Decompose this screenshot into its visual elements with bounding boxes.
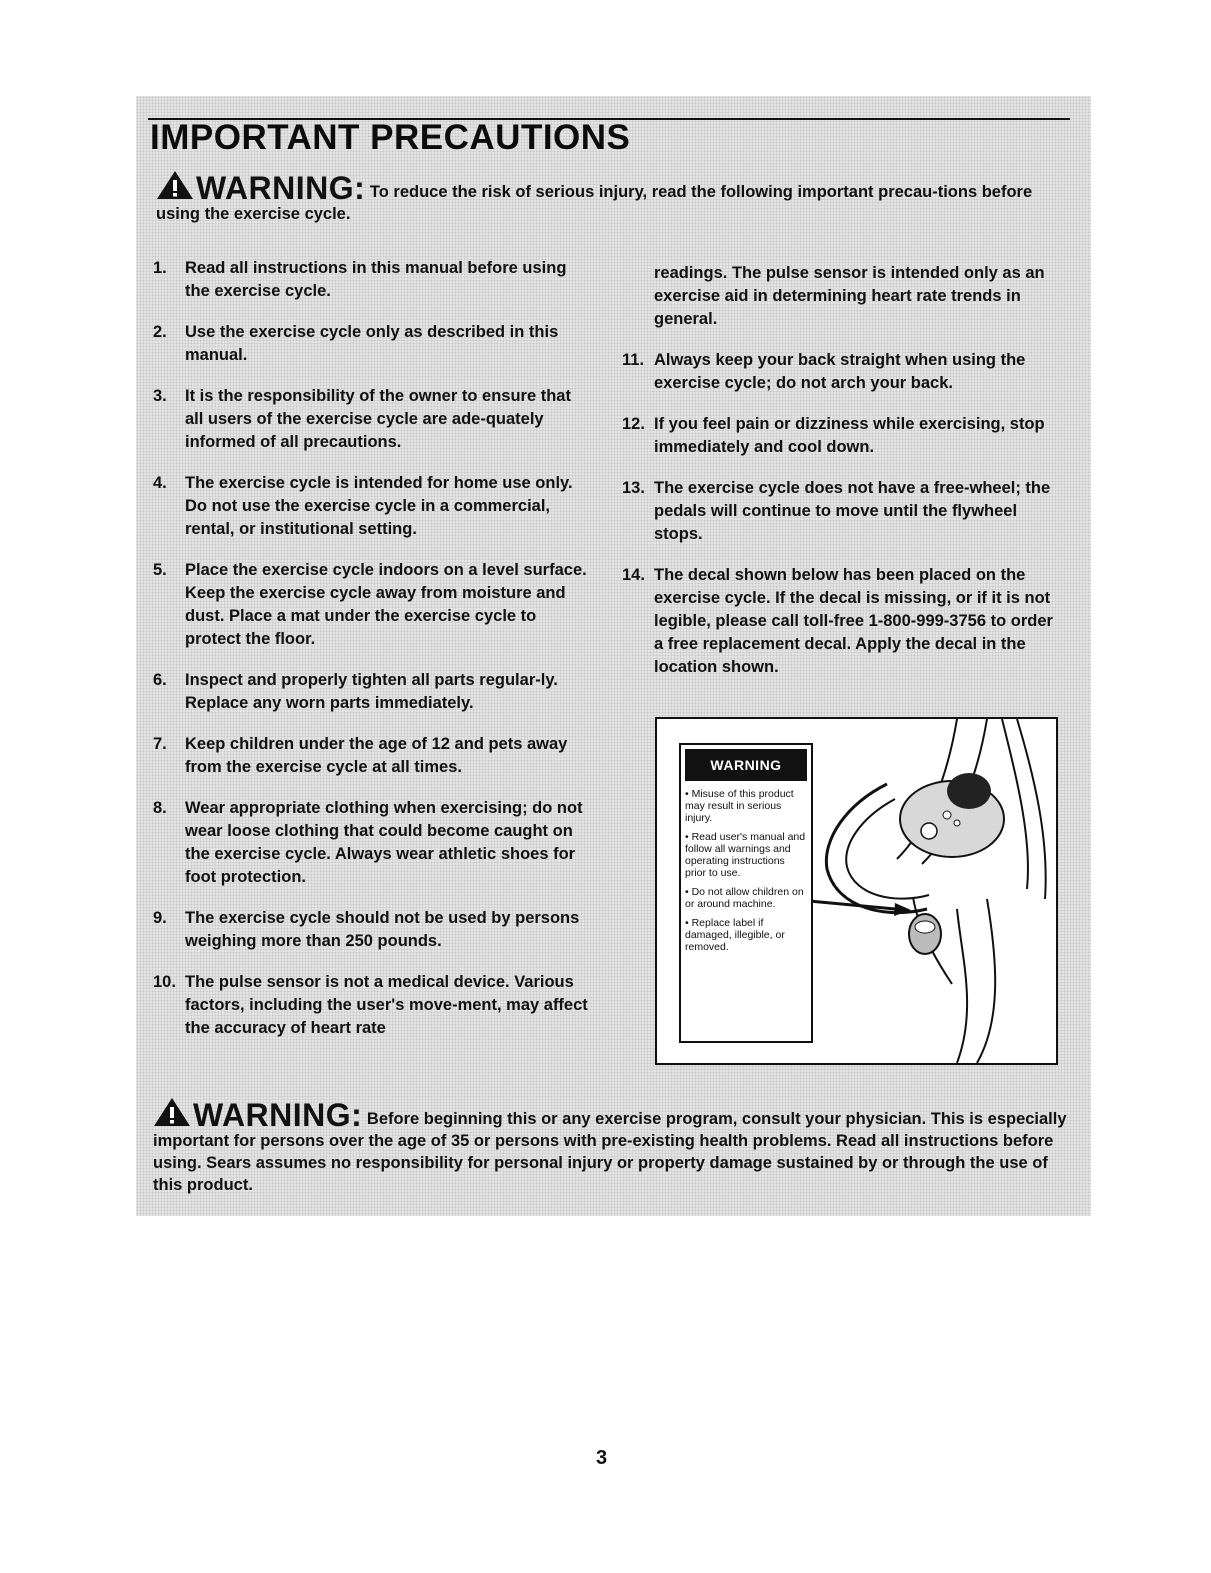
list-item: 1. Read all instructions in this manual before using the exercise cycle. [153,259,567,300]
decal-heading: WARNING [685,749,807,781]
list-item-continued: readings. The pulse sensor is intended only as an exercise aid in determining heart rate trends in general. [654,264,1045,328]
list-item: 3. It is the responsibility of the owner to ensure that all users of the exercise cycle are ade-quately informed of all precautions. [153,387,571,451]
warning-top-lead: WARNING: [196,170,366,206]
list-item: 11. Always keep your back straight when using the exercise cycle; do not arch your back. [622,351,1026,392]
page-number: 3 [596,1447,608,1469]
list-item: 2. Use the exercise cycle only as described in this manual. [153,323,559,364]
warning-bottom [153,1097,1071,1196]
list-item: 5. Place the exercise cycle indoors on a level surface. Keep the exercise cycle away from moisture and dust. Place a mat under the exercise cycle to protect the floor. [153,561,587,648]
list-item: 12. If you feel pain or dizziness while exercising, stop immediately and cool down. [622,415,1045,456]
list-item: 13. The exercise cycle does not have a free-wheel; the pedals will continue to move until the flywheel stops. [622,479,1051,543]
list-item: 4. The exercise cycle is intended for home use only. Do not use the exercise cycle in a commercial, rental, or institutional setting. [153,474,573,538]
list-item: 14. The decal shown below has been placed on the exercise cycle. If the decal is missing, or if it is not legible, please call toll-free 1-800-999-3756 to order a free replacement decal. Apply the decal in the location shown. [622,566,1053,676]
warning-bottom-lead: WARNING: [193,1097,363,1133]
warning-top-text: To reduce the risk of serious injury, read the following important precau-tions before using the exercise cycle. [156,183,1033,223]
warning-triangle-icon [156,170,194,200]
decal-item: • Replace label if damaged, illegible, or removed. [685,917,785,953]
warning-top [156,170,1076,225]
decal-item: • Misuse of this product may result in serious injury. [685,788,794,824]
decal-item: • Read user's manual and follow all warnings and operating instructions prior to use. [685,831,806,879]
list-item: 9. The exercise cycle should not be used by persons weighing more than 250 pounds. [153,909,580,950]
precautions-right-column [622,262,1062,697]
page-title: IMPORTANT PRECAUTIONS [150,118,631,157]
list-item: 10. The pulse sensor is not a medical device. Various factors, including the user's move-ment, may affect the accuracy of heart rate [153,973,588,1037]
warning-bottom-text: Before beginning this or any exercise program, consult your physician. This is especially important for persons over the age of 35 or persons with pre-existing health problems. Read all instructions before using. Sears assumes no responsibility for personal injury or property damage sustained by or through the use of this product. [153,1110,1067,1194]
decal-item: • Do not allow children on or around machine. [685,886,804,910]
precautions-left-column [153,257,593,1058]
list-item: 8. Wear appropriate clothing when exercising; do not wear loose clothing that could become caught on the exercise cycle. Always wear athletic shoes for foot protection. [153,799,583,886]
warning-triangle-icon [153,1097,191,1127]
list-item: 6. Inspect and properly tighten all parts regular-ly. Replace any worn parts immediately. [153,671,558,712]
warning-decal [679,743,813,1043]
list-item: 7. Keep children under the age of 12 and pets away from the exercise cycle at all times. [153,735,568,776]
decal-location-figure [655,717,1058,1065]
